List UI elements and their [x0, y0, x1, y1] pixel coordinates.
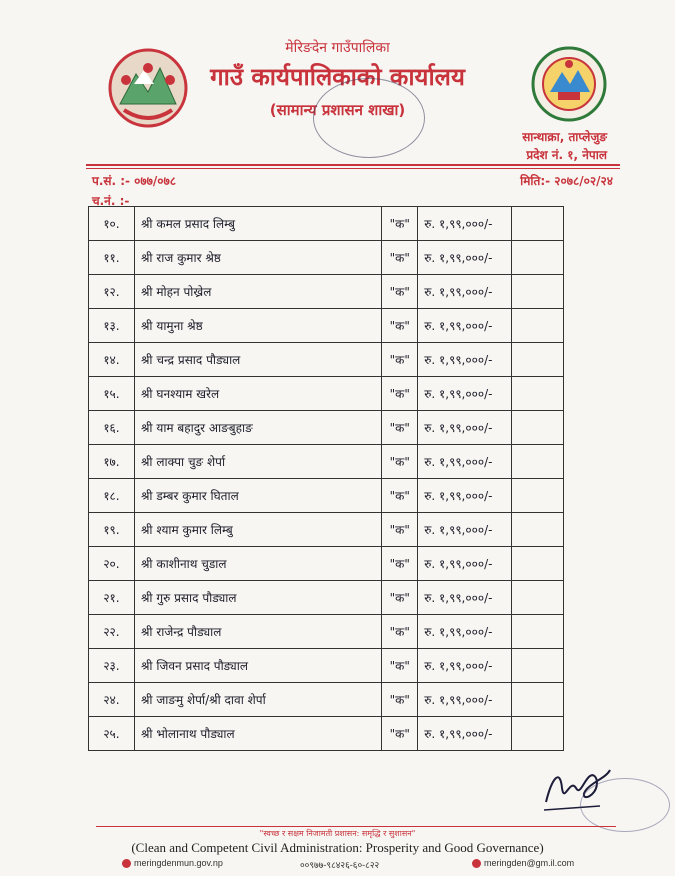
- serial-number: १०.: [89, 207, 135, 241]
- phone-text: ००९७७-९८४२६-६०-८२२: [300, 860, 380, 870]
- recipient-name: श्री डम्बर कुमार घिताल: [134, 479, 381, 513]
- blank-cell: [512, 445, 564, 479]
- municipality-name: मेरिङदेन गाउँपालिका: [285, 40, 390, 56]
- footer-website: [122, 858, 223, 868]
- serial-number: २४.: [89, 683, 135, 717]
- blank-cell: [512, 309, 564, 343]
- blank-cell: [512, 717, 564, 751]
- recipient-name: श्री काशीनाथ चुडाल: [134, 547, 381, 581]
- serial-number: १६.: [89, 411, 135, 445]
- office-address: सान्थाक्रा, ताप्लेजुङ: [522, 130, 607, 144]
- blank-cell: [512, 241, 564, 275]
- email-icon: [472, 859, 481, 868]
- recipient-name: श्री जाङमु शेर्पा/श्री दावा शेर्पा: [134, 683, 381, 717]
- footer-divider: [96, 826, 616, 827]
- table-row: [89, 275, 564, 309]
- class-mark: "क": [382, 275, 418, 309]
- amount: रु. १,९९,०००/-: [418, 207, 512, 241]
- blank-cell: [512, 343, 564, 377]
- table-row: [89, 377, 564, 411]
- recipient-name: श्री मोहन पोख्रेल: [134, 275, 381, 309]
- serial-number: १९.: [89, 513, 135, 547]
- recipient-name: श्री राजेन्द्र पौड्याल: [134, 615, 381, 649]
- recipient-name: श्री राज कुमार श्रेष्ठ: [134, 241, 381, 275]
- blank-cell: [512, 479, 564, 513]
- serial-number: २३.: [89, 649, 135, 683]
- class-mark: "क": [382, 547, 418, 581]
- serial-number: १३.: [89, 309, 135, 343]
- serial-number: २५.: [89, 717, 135, 751]
- serial-number: १२.: [89, 275, 135, 309]
- serial-number: १८.: [89, 479, 135, 513]
- slogan-english: (Clean and Competent Civil Administration: Prosperity and Good Governance): [131, 840, 544, 855]
- slogan-nepali: "स्वच्छ र सक्षम निजामती प्रशासन: समृद्धि र सुशासन": [259, 829, 416, 838]
- web-icon: [122, 859, 131, 868]
- recipient-name: श्री घनश्याम खरेल: [134, 377, 381, 411]
- province-address: प्रदेश नं. १, नेपाल: [526, 148, 607, 162]
- letter-date: मिति:- २०७८/०२/२४: [520, 174, 613, 188]
- table-row: [89, 479, 564, 513]
- blank-cell: [512, 615, 564, 649]
- recipient-name: श्री चन्द्र प्रसाद पौड्याल: [134, 343, 381, 377]
- table-row: [89, 683, 564, 717]
- amount: रु. १,९९,०००/-: [418, 241, 512, 275]
- class-mark: "क": [382, 241, 418, 275]
- recipient-name: श्री यामुना श्रेष्ठ: [134, 309, 381, 343]
- table-row: [89, 649, 564, 683]
- amount: रु. १,९९,०००/-: [418, 411, 512, 445]
- recipient-name: श्री जिवन प्रसाद पौड्याल: [134, 649, 381, 683]
- table-row: [89, 513, 564, 547]
- amount: रु. १,९९,०००/-: [418, 513, 512, 547]
- serial-number: २२.: [89, 615, 135, 649]
- amount: रु. १,९९,०००/-: [418, 581, 512, 615]
- website-text: meringdenmun.gov.np: [134, 858, 223, 868]
- office-title: गाउँ कार्यपालिकाको कार्यालय: [210, 63, 465, 91]
- recipient-name: श्री श्याम कुमार लिम्बु: [134, 513, 381, 547]
- blank-cell: [512, 649, 564, 683]
- header-divider-thin: [86, 168, 620, 169]
- amount: रु. १,९९,०००/-: [418, 445, 512, 479]
- table-row: [89, 445, 564, 479]
- class-mark: "क": [382, 445, 418, 479]
- class-mark: "क": [382, 479, 418, 513]
- table-row: [89, 343, 564, 377]
- class-mark: "क": [382, 717, 418, 751]
- blank-cell: [512, 683, 564, 717]
- blank-cell: [512, 377, 564, 411]
- amount: रु. १,९९,०००/-: [418, 717, 512, 751]
- blank-cell: [512, 411, 564, 445]
- amount: रु. १,९९,०००/-: [418, 547, 512, 581]
- recipient-name: श्री भोलानाथ पौड्याल: [134, 717, 381, 751]
- amount: रु. १,९९,०००/-: [418, 309, 512, 343]
- table-row: [89, 309, 564, 343]
- recipient-table: [88, 206, 564, 751]
- blank-cell: [512, 513, 564, 547]
- class-mark: "क": [382, 615, 418, 649]
- class-mark: "क": [382, 411, 418, 445]
- serial-number: १७.: [89, 445, 135, 479]
- recipient-name: श्री याम बहादुर आङबुहाङ: [134, 411, 381, 445]
- blank-cell: [512, 207, 564, 241]
- dispatch-number: च.नं. :-: [92, 194, 130, 208]
- section-title: (सामान्य प्रशासन शाखा): [269, 101, 406, 119]
- class-mark: "क": [382, 683, 418, 717]
- amount: रु. १,९९,०००/-: [418, 649, 512, 683]
- table-row: [89, 581, 564, 615]
- class-mark: "क": [382, 513, 418, 547]
- amount: रु. १,९९,०००/-: [418, 275, 512, 309]
- footer-phone: [300, 858, 379, 871]
- class-mark: "क": [382, 343, 418, 377]
- table-row: [89, 615, 564, 649]
- class-mark: "क": [382, 581, 418, 615]
- table-row: [89, 241, 564, 275]
- table-row: [89, 411, 564, 445]
- amount: रु. १,९९,०००/-: [418, 615, 512, 649]
- amount: रु. १,९९,०००/-: [418, 479, 512, 513]
- recipient-name: श्री लाक्पा चुङ शेर्पा: [134, 445, 381, 479]
- recipient-name: श्री कमल प्रसाद लिम्बु: [134, 207, 381, 241]
- class-mark: "क": [382, 377, 418, 411]
- serial-number: २१.: [89, 581, 135, 615]
- serial-number: १४.: [89, 343, 135, 377]
- table-row: [89, 717, 564, 751]
- blank-cell: [512, 547, 564, 581]
- reference-number: प.सं. :- ०७७/०७८: [92, 174, 177, 188]
- recipient-name: श्री गुरु प्रसाद पौड्याल: [134, 581, 381, 615]
- amount: रु. १,९९,०००/-: [418, 377, 512, 411]
- class-mark: "क": [382, 207, 418, 241]
- class-mark: "क": [382, 309, 418, 343]
- seal-stamp-icon: [580, 778, 670, 832]
- serial-number: १५.: [89, 377, 135, 411]
- footer-email: [472, 858, 574, 868]
- amount: रु. १,९९,०००/-: [418, 343, 512, 377]
- email-text: meringden@gm.il.com: [484, 858, 575, 868]
- amount: रु. १,९९,०००/-: [418, 683, 512, 717]
- class-mark: "क": [382, 649, 418, 683]
- table-row: [89, 207, 564, 241]
- serial-number: ११.: [89, 241, 135, 275]
- header-divider: [86, 164, 620, 166]
- table-row: [89, 547, 564, 581]
- blank-cell: [512, 581, 564, 615]
- blank-cell: [512, 275, 564, 309]
- serial-number: २०.: [89, 547, 135, 581]
- office-stamp-icon: [313, 78, 425, 158]
